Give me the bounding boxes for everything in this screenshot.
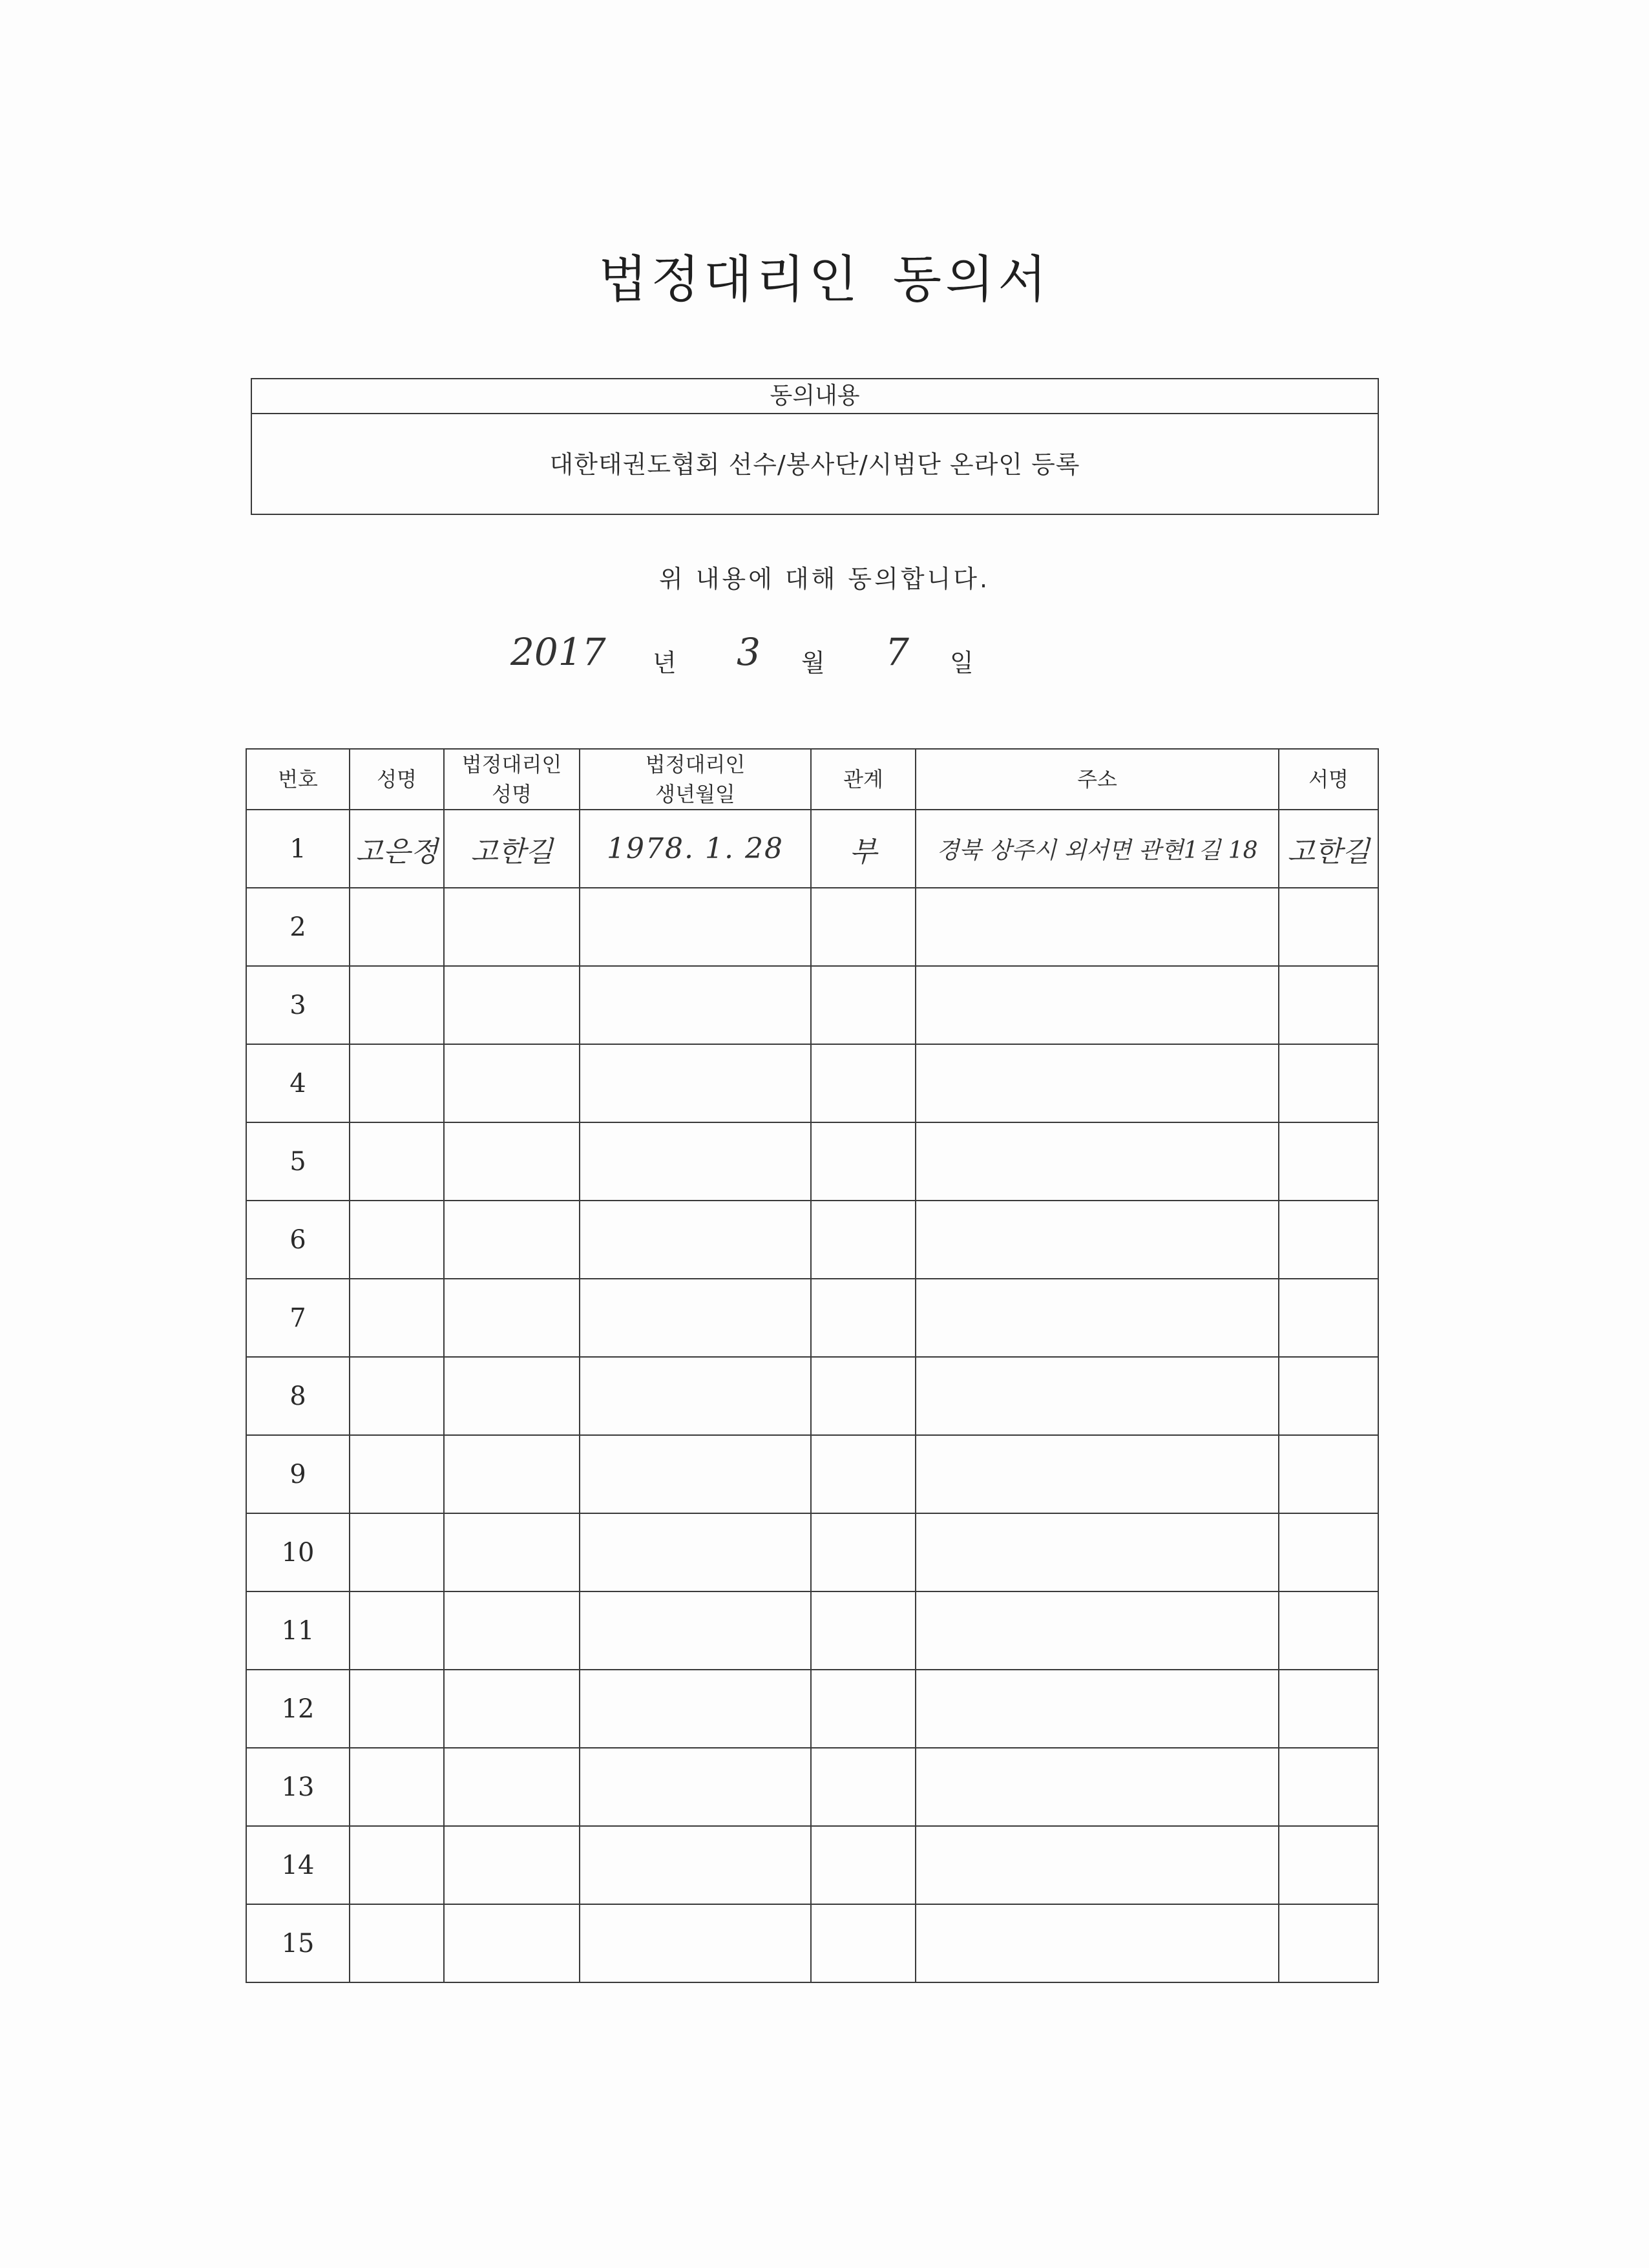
cell-name — [350, 888, 444, 966]
date-month-unit: 월 — [801, 649, 825, 677]
date-day-handwritten: 7 — [885, 630, 909, 674]
cell-name — [350, 1122, 444, 1201]
cell-guardian-birth — [580, 1670, 811, 1748]
date-year-unit: 년 — [653, 649, 677, 677]
cell-relation — [811, 1122, 916, 1201]
cell-relation — [811, 1748, 916, 1826]
cell-address — [916, 1279, 1279, 1357]
cell-number: 12 — [246, 1670, 350, 1748]
consent-body: 대한태권도협회 선수/봉사단/시범단 온라인 등록 — [549, 450, 1080, 479]
header-guardian-name-line1: 법정대리인 — [461, 752, 562, 777]
cell-name: 고은정 — [350, 810, 444, 888]
cell-guardian-name — [444, 1201, 580, 1279]
cell-relation — [811, 1279, 916, 1357]
cell-name — [350, 1591, 444, 1670]
cell-name — [350, 1435, 444, 1513]
cell-relation: 부 — [811, 810, 916, 888]
cell-guardian-name — [444, 1904, 580, 1982]
cell-guardian-birth — [580, 1748, 811, 1826]
header-signature: 서명 — [1279, 749, 1378, 810]
cell-address — [916, 1357, 1279, 1435]
cell-address — [916, 1591, 1279, 1670]
cell-guardian-name — [444, 1357, 580, 1435]
cell-signature — [1279, 1513, 1378, 1591]
header-address: 주소 — [916, 749, 1279, 810]
table-row — [246, 1670, 1378, 1748]
cell-guardian-birth — [580, 1513, 811, 1591]
cell-number: 11 — [246, 1591, 350, 1670]
cell-number: 13 — [246, 1748, 350, 1826]
agree-statement: 위 내용에 대해 동의합니다. — [658, 565, 991, 593]
cell-name — [350, 1670, 444, 1748]
cell-relation — [811, 1513, 916, 1591]
header-guardian-birth-line1: 법정대리인 — [645, 752, 746, 777]
cell-guardian-birth — [580, 1435, 811, 1513]
cell-guardian-name — [444, 1826, 580, 1904]
cell-name — [350, 1357, 444, 1435]
cell-guardian-birth — [580, 1122, 811, 1201]
header-guardian-name-line2: 성명 — [492, 782, 532, 806]
cell-relation — [811, 1591, 916, 1670]
header-number: 번호 — [246, 749, 350, 810]
table-row — [246, 1591, 1378, 1670]
table-row — [246, 1435, 1378, 1513]
document-title: 법정대리인 동의서 — [598, 251, 1051, 309]
cell-signature — [1279, 1122, 1378, 1201]
cell-guardian-birth — [580, 1826, 811, 1904]
table-row — [246, 966, 1378, 1044]
cell-signature — [1279, 966, 1378, 1044]
cell-number: 7 — [246, 1279, 350, 1357]
cell-name — [350, 1044, 444, 1122]
date-year-handwritten: 2017 — [510, 630, 606, 674]
cell-name — [350, 1904, 444, 1982]
cell-guardian-name — [444, 1670, 580, 1748]
cell-name — [350, 1201, 444, 1279]
cell-address — [916, 1201, 1279, 1279]
cell-number: 15 — [246, 1904, 350, 1982]
table-row — [246, 1201, 1378, 1279]
cell-relation — [811, 1044, 916, 1122]
cell-address — [916, 1826, 1279, 1904]
date-day-unit: 일 — [950, 649, 974, 677]
cell-address — [916, 1904, 1279, 1982]
cell-name — [350, 1513, 444, 1591]
cell-address — [916, 1670, 1279, 1748]
cell-address — [916, 1748, 1279, 1826]
cell-guardian-name — [444, 1748, 580, 1826]
cell-relation — [811, 1826, 916, 1904]
consent-box — [251, 378, 1379, 515]
cell-address — [916, 966, 1279, 1044]
header-guardian-name — [444, 749, 580, 810]
cell-name — [350, 1748, 444, 1826]
cell-number: 9 — [246, 1435, 350, 1513]
cell-number: 4 — [246, 1044, 350, 1122]
cell-number: 6 — [246, 1201, 350, 1279]
cell-guardian-birth — [580, 1201, 811, 1279]
cell-signature — [1279, 1201, 1378, 1279]
table-body — [246, 810, 1378, 1982]
table-row — [246, 1904, 1378, 1982]
cell-number: 3 — [246, 966, 350, 1044]
cell-guardian-name — [444, 1591, 580, 1670]
cell-address — [916, 1513, 1279, 1591]
cell-guardian-birth — [580, 1044, 811, 1122]
cell-name — [350, 966, 444, 1044]
cell-number: 14 — [246, 1826, 350, 1904]
cell-guardian-birth — [580, 888, 811, 966]
cell-guardian-name — [444, 1513, 580, 1591]
cell-signature — [1279, 888, 1378, 966]
cell-relation — [811, 1435, 916, 1513]
cell-relation — [811, 1357, 916, 1435]
table-row — [246, 1826, 1378, 1904]
header-guardian-birth-line2: 생년월일 — [655, 782, 735, 806]
table-header-row — [246, 749, 1378, 810]
table-row — [246, 1357, 1378, 1435]
table-row — [246, 1513, 1378, 1591]
consent-header: 동의내용 — [252, 379, 1378, 414]
cell-number: 8 — [246, 1357, 350, 1435]
cell-guardian-name: 고한길 — [444, 810, 580, 888]
cell-guardian-birth — [580, 1357, 811, 1435]
table-row — [246, 1122, 1378, 1201]
cell-signature — [1279, 1748, 1378, 1826]
table-row — [246, 1279, 1378, 1357]
header-name: 성명 — [350, 749, 444, 810]
guardian-table — [246, 748, 1379, 1983]
cell-name — [350, 1279, 444, 1357]
cell-address — [916, 1044, 1279, 1122]
cell-guardian-birth — [580, 1904, 811, 1982]
header-relation: 관계 — [811, 749, 916, 810]
cell-signature — [1279, 1435, 1378, 1513]
cell-relation — [811, 888, 916, 966]
cell-address — [916, 1122, 1279, 1201]
cell-guardian-name — [444, 1122, 580, 1201]
cell-name — [350, 1826, 444, 1904]
cell-signature — [1279, 1591, 1378, 1670]
cell-guardian-name — [444, 888, 580, 966]
table-row — [246, 810, 1378, 888]
cell-guardian-name — [444, 966, 580, 1044]
cell-guardian-name — [444, 1279, 580, 1357]
cell-guardian-name — [444, 1044, 580, 1122]
cell-signature — [1279, 1670, 1378, 1748]
cell-number: 5 — [246, 1122, 350, 1201]
cell-number: 2 — [246, 888, 350, 966]
table-row — [246, 1748, 1378, 1826]
cell-address: 경북 상주시 외서면 관현1길 18 — [916, 810, 1279, 888]
cell-guardian-birth — [580, 966, 811, 1044]
cell-signature — [1279, 1044, 1378, 1122]
cell-signature — [1279, 1279, 1378, 1357]
cell-relation — [811, 1670, 916, 1748]
cell-guardian-birth — [580, 1279, 811, 1357]
cell-address — [916, 1435, 1279, 1513]
cell-relation — [811, 966, 916, 1044]
cell-signature — [1279, 1826, 1378, 1904]
cell-guardian-name — [444, 1435, 580, 1513]
cell-signature — [1279, 1904, 1378, 1982]
cell-relation — [811, 1904, 916, 1982]
date-line — [0, 630, 1649, 682]
cell-number: 10 — [246, 1513, 350, 1591]
cell-guardian-birth: 1978. 1. 28 — [580, 810, 811, 888]
date-month-handwritten: 3 — [737, 630, 761, 674]
cell-address — [916, 888, 1279, 966]
cell-guardian-birth — [580, 1591, 811, 1670]
table-row — [246, 1044, 1378, 1122]
cell-number: 1 — [246, 810, 350, 888]
cell-signature — [1279, 1357, 1378, 1435]
header-guardian-birth — [580, 749, 811, 810]
cell-signature: 고한길 — [1279, 810, 1378, 888]
cell-relation — [811, 1201, 916, 1279]
table-row — [246, 888, 1378, 966]
